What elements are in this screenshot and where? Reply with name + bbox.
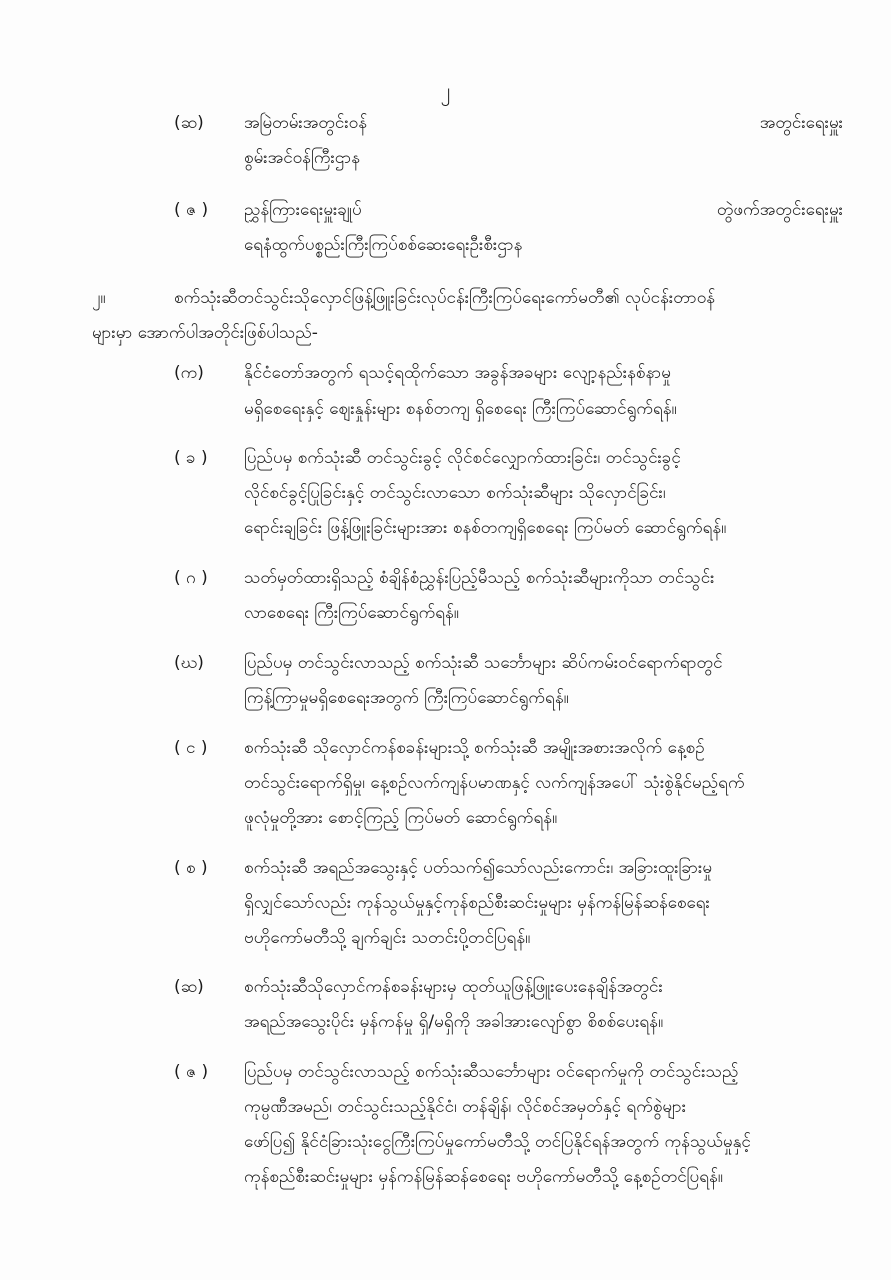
duty-line: သတ်မှတ်ထားရှိသည့် စံချိန်စံညွှန်းပြည့်မီသည့် စက်သုံးဆီများကိုသာ တင်သွင်း bbox=[244, 568, 715, 588]
duty-line: ကြန့်ကြာမှုမရှိစေရေးအတွက် ကြီးကြပ်ဆောင်ရွက်ရန်။ bbox=[244, 688, 569, 708]
duty-line: ရောင်းချခြင်း ဖြန့်ဖြူးခြင်းများအား စနစ်တကျရှိစေရေး ကြပ်မတ် ဆောင်ရွက်ရန်။ bbox=[244, 518, 727, 538]
paragraph-line: များမှာ အောက်ပါအတိုင်းဖြစ်ပါသည်- bbox=[92, 323, 318, 343]
item-marker: ( ခ ) bbox=[174, 448, 208, 468]
member-department: စွမ်းအင်ဝန်ကြီးဌာန bbox=[244, 148, 360, 168]
duty-line: ပြည်ပမှ တင်သွင်းလာသည့် စက်သုံးဆီသင်္ဘောများ ဝင်ရောက်မှုကို တင်သွင်းသည့် bbox=[244, 1062, 739, 1082]
duty-line: ဖူလုံမှုတို့အား စောင့်ကြည့် ကြပ်မတ် ဆောင်ရွက်ရန်။ bbox=[244, 808, 558, 828]
duty-line: မရှိစေရေးနှင့် ဈေးနှုန်းများ စနစ်တကျ ရှိစေရေး ကြီးကြပ်ဆောင်ရွက်ရန်။ bbox=[244, 399, 677, 419]
member-department: ရေနံထွက်ပစ္စည်းကြီးကြပ်စစ်ဆေးရေးဦးစီးဌာန bbox=[244, 235, 523, 255]
duty-line: ပြည်ပမှ တင်သွင်းလာသည့် စက်သုံးဆီ သင်္ဘောများ ဆိပ်ကမ်းဝင်ရောက်ရာတွင် bbox=[244, 653, 723, 673]
duty-line: နိုင်ငံတော်အတွက် ရသင့်ရထိုက်သော အခွန်အခများ လျော့နည်းနစ်နာမှု bbox=[244, 363, 671, 383]
item-marker: ( င ) bbox=[174, 738, 208, 758]
page-number: ၂ bbox=[440, 78, 451, 102]
duty-line: ဖော်ပြ၍ နိုင်ငံခြားသုံးငွေကြီးကြပ်မှုကော်မတီသို့ တင်ပြနိုင်ရန်အတွက် ကုန်သွယ်မှုနှင့် bbox=[244, 1132, 751, 1152]
duty-line: ဗဟိုကော်မတီသို့ ချက်ချင်း သတင်းပို့တင်ပြရန်။ bbox=[244, 928, 531, 948]
duty-line: ပြည်ပမှ စက်သုံးဆီ တင်သွင်းခွင့် လိုင်စင်လျှောက်ထားခြင်း၊ တင်သွင်းခွင့် bbox=[244, 448, 681, 468]
duty-line: တင်သွင်းရောက်ရှိမှု၊ နေ့စဉ်လက်ကျန်ပမာဏနှင့် လက်ကျန်အပေါ် သုံးစွဲနိုင်မည့်ရက် bbox=[244, 773, 745, 793]
duty-line: စက်သုံးဆီ အရည်အသွေးနှင့် ပတ်သက်၍သော်လည်းကောင်း၊ အခြားထူးခြားမှု bbox=[244, 858, 713, 878]
duty-line: လာစေရေး ကြီးကြပ်ဆောင်ရွက်ရန်။ bbox=[244, 603, 459, 623]
member-role: အတွင်းရေးမှူး bbox=[759, 113, 843, 133]
duty-line: ကုမ္ပဏီအမည်၊ တင်သွင်းသည့်နိုင်ငံ၊ တန်ချိန်၊ လိုင်စင်အမှတ်နှင့် ရက်စွဲများ bbox=[244, 1097, 687, 1117]
member-title: အမြဲတမ်းအတွင်းဝန် bbox=[244, 113, 368, 133]
duty-line: လိုင်စင်ခွင့်ပြုခြင်းနှင့် တင်သွင်းလာသော စက်သုံးဆီများ သိုလှောင်ခြင်း၊ bbox=[244, 483, 666, 503]
duty-line: ရှိလျှင်သော်လည်း ကုန်သွယ်မှုနှင့်ကုန်စည်စီးဆင်းမှုများ မှန်ကန်မြန်ဆန်စေရေး bbox=[244, 893, 710, 913]
paragraph-number: ၂။ bbox=[92, 288, 106, 308]
item-marker: ( ဇ ) bbox=[174, 200, 209, 220]
paragraph-line: စက်သုံးဆီတင်သွင်းသိုလှောင်ဖြန့်ဖြူးခြင်းလုပ်ငန်းကြီးကြပ်ရေးကော်မတီ၏ လုပ်ငန်းတာဝန် bbox=[174, 288, 716, 308]
item-marker: (ဆ) bbox=[174, 977, 204, 997]
duty-line: အရည်အသွေးပိုင်း မှန်ကန်မှု ရှိ/မရှိကို အခါအားလျော်စွာ စိစစ်ပေးရန်။ bbox=[244, 1012, 664, 1032]
duty-line: စက်သုံးဆီသိုလှောင်ကန်စခန်းများမှ ထုတ်ယူဖြန့်ဖြူးပေးနေချိန်အတွင်း bbox=[244, 977, 663, 997]
item-marker: ( စ ) bbox=[174, 858, 208, 878]
item-marker: ( ဂ ) bbox=[174, 568, 208, 588]
member-title: ညွှန်ကြားရေးမှူးချုပ် bbox=[244, 200, 362, 220]
item-marker: (ဆ) bbox=[174, 113, 204, 133]
duty-line: စက်သုံးဆီ သိုလှောင်ကန်စခန်းများသို့ စက်သုံးဆီ အမျိုးအစားအလိုက် နေ့စဉ် bbox=[244, 738, 705, 758]
duty-line: ကုန်စည်စီးဆင်းမှုများ မှန်ကန်မြန်ဆန်စေရေး ဗဟိုကော်မတီသို့ နေ့စဉ်တင်ပြရန်။ bbox=[244, 1167, 723, 1187]
item-marker: (က) bbox=[174, 363, 204, 383]
item-marker: (ဃ) bbox=[174, 653, 204, 673]
item-marker: ( ဇ ) bbox=[174, 1062, 209, 1082]
member-role: တွဲဖက်အတွင်းရေးမှူး bbox=[716, 200, 843, 220]
